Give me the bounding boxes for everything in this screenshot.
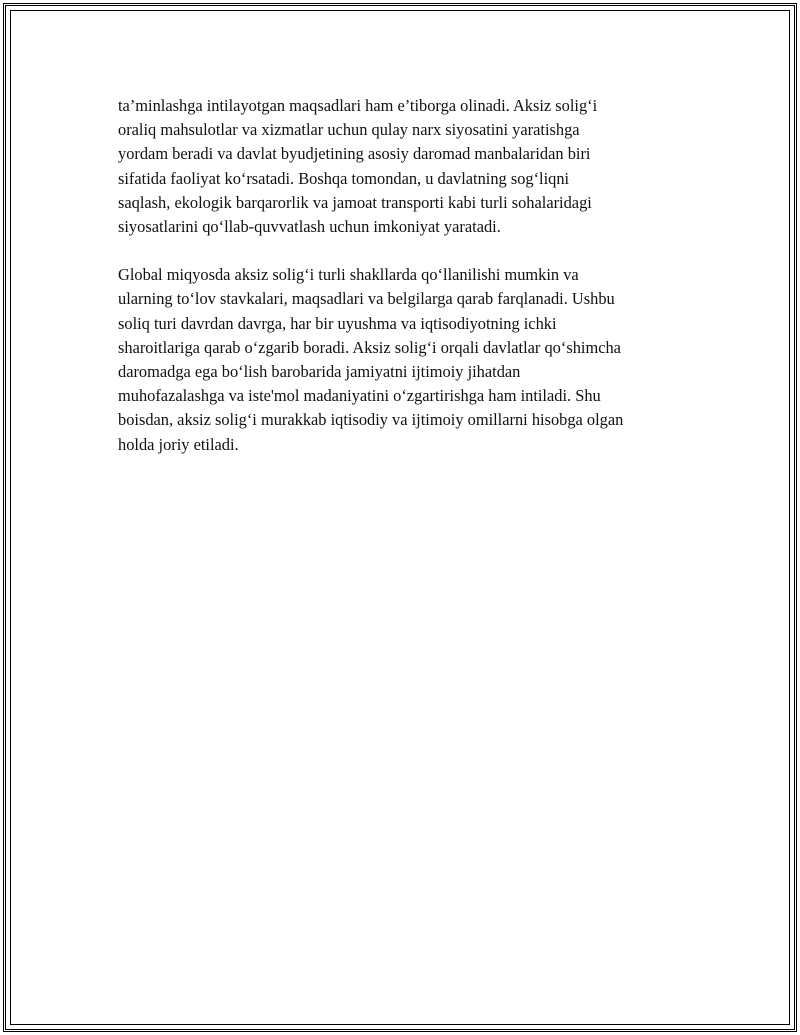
text-line: siyosatlarini qo‘llab-quvvatlash uchun imkoniyat yaratadi.: [118, 217, 501, 237]
text-line: daromadga ega bo‘lish barobarida jamiyatni ijtimoiy jihatdan: [118, 362, 521, 382]
document-body: [118, 94, 693, 481]
text-line: oraliq mahsulotlar va xizmatlar uchun qulay narx siyosatini yaratishga: [118, 120, 580, 140]
text-line: saqlash, ekologik barqarorlik va jamoat transporti kabi turli sohalaridagi: [118, 192, 592, 212]
text-line: ularning to‘lov stavkalari, maqsadlari va belgilarga qarab farqlanadi. Ushbu: [118, 289, 615, 309]
paragraph-1: [118, 94, 693, 239]
text-line: sifatida faoliyat ko‘rsatadi. Boshqa tomondan, u davlatning sog‘liqni: [118, 168, 570, 188]
text-line: boisdan, aksiz solig‘i murakkab iqtisodiy va ijtimoiy omillarni hisobga olgan: [118, 410, 624, 430]
text-line: Global miqyosda aksiz solig‘i turli shakllarda qo‘llanilishi mumkin va: [118, 265, 579, 285]
text-line: ta’minlashga intilayotgan maqsadlari ham e’tiborga olinadi. Aksiz solig‘i: [118, 96, 598, 115]
text-line: muhofazalashga va iste'mol madaniyatini o‘zgartirishga ham intiladi. Shu: [118, 386, 601, 406]
text-line: soliq turi davrdan davrga, har bir uyushma va iqtisodiyotning ichki: [118, 313, 557, 333]
text-line: yordam beradi va davlat byudjetining asosiy daromad manbalaridan biri: [118, 144, 591, 164]
text-line: holda joriy etiladi.: [118, 434, 239, 454]
text-line: sharoitlariga qarab o‘zgarib boradi. Aksiz solig‘i orqali davlatlar qo‘shimcha: [118, 337, 621, 357]
paragraph-2: [118, 263, 693, 457]
